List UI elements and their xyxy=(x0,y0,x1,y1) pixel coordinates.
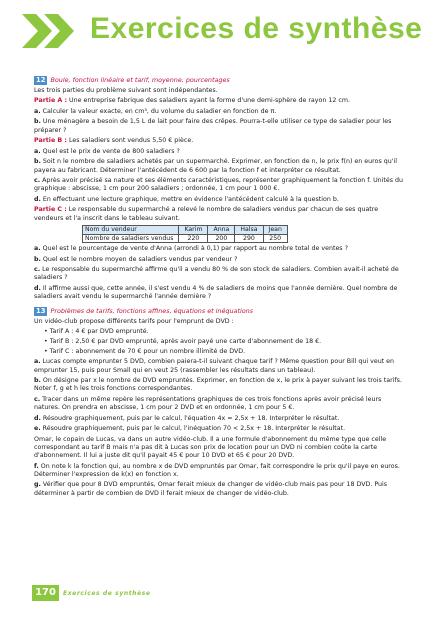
question-f xyxy=(34,463,406,480)
exercise-number: 13 xyxy=(36,306,46,315)
question-text: Résoudre graphiquement, puis par le calcul, l'inéquation 70 < 2,5x + 18. Interpréter le résultat. xyxy=(40,425,346,433)
exercise-intro: Un vidéo-club propose différents tarifs pour l'emprunt de DVD : xyxy=(34,317,234,325)
question-label: b. xyxy=(34,158,41,166)
question-label: d. xyxy=(34,414,41,422)
exercise-12-header xyxy=(34,76,406,85)
question-text: Il affirme aussi que, cette année, il s'est vendu 4 % de saladiers de moins que l'année dernière. Quel nombre de saladiers avait vendu le supermarché l'année dernière ? xyxy=(34,284,398,301)
part-label: Partie C : xyxy=(34,206,67,214)
part-c xyxy=(34,206,406,223)
exercise-title: Boule, fonction linéaire et tarif, moyenne, pourcentages xyxy=(50,76,230,85)
question-label: b. xyxy=(34,255,41,263)
page-title: Exercices de synthèse xyxy=(90,12,423,45)
table-cell: Jean xyxy=(263,226,287,235)
part-b xyxy=(34,137,406,145)
question-label: b. xyxy=(34,118,41,126)
omar-paragraph: Omar, le copain de Lucas, va dans un autre vidéo-club. Il a une formule d'abonnement du même type que celle correspondant au tarif B mais n'a pas dit à Lucas son prix de location pour un DVD ni combien coûte la carte d'abonnement. Il lui a juste dit qu'il payait 45 € pour 10 DVD et 65 € pour 20 DVD. xyxy=(34,435,387,460)
question-label: a. xyxy=(34,147,41,155)
table-row xyxy=(83,234,288,243)
question-d xyxy=(34,285,406,302)
table-cell: 220 xyxy=(179,234,208,243)
list-item: • Tarif B : 2,50 € par DVD emprunté, après avoir payé une carte d'abonnement de 18 €. xyxy=(44,338,406,346)
question-d xyxy=(34,415,406,423)
exercise-number: 12 xyxy=(36,76,46,84)
table-cell: 200 xyxy=(208,234,235,243)
question-text: Vérifier que pour 8 DVD empruntés, Omar ferait mieux de changer de vidéo-club mais pas pour 18 DVD. Puis déterminer à partir de combien de DVD il ferait mieux de changer de vidéo-club. xyxy=(34,481,388,497)
page-footer xyxy=(32,583,412,603)
question-text: Résoudre graphiquement, puis par le calcul, l'équation 4x = 2,5x + 18. Interpréter le résultat. xyxy=(40,414,340,422)
question-a xyxy=(34,245,406,253)
question-c xyxy=(34,266,406,283)
table-cell: 290 xyxy=(235,234,263,243)
question-a xyxy=(34,148,406,156)
list-item: • Tarif A : 4 € par DVD emprunté. xyxy=(44,328,406,336)
question-label: c. xyxy=(34,266,41,274)
table-cell: Anna xyxy=(208,226,235,235)
page-content xyxy=(34,76,406,500)
part-label: Partie B : xyxy=(34,137,67,145)
question-text: On note k la fonction qui, au nombre x de DVD empruntés par Omar, fait correspondre le prix qu'il paye en euros. Déterminer l'expression de k(x) en fonction x. xyxy=(34,462,400,478)
table-cell: Halsa xyxy=(235,226,263,235)
question-text: Quel est le pourcentage de vente d'Anna (arrondi à 0,1) par rapport au nombre total de ventes ? xyxy=(40,245,348,253)
exercise-13-header xyxy=(34,307,406,316)
exercise-intro: Les trois parties du problème suivant sont indépendantes. xyxy=(34,87,218,94)
question-label: e. xyxy=(34,425,41,433)
part-text: Le responsable du supermarché a relevé le nombre de saladiers vendus par chacun de ses quatre vendeurs et l'a inscrit dans le tableau suivant. xyxy=(34,206,379,222)
question-text: Quel est le nombre moyen de saladiers vendus par vendeur ? xyxy=(40,255,238,263)
part-a xyxy=(34,97,406,105)
question-text: Une ménagère a besoin de 1,5 L de lait pour faire des crêpes. Pourra-t-elle utiliser ce type de saladier pour les préparer ? xyxy=(34,118,392,134)
question-text: Après avoir précisé sa nature et ses éléments caractéristiques, représenter graphiquement la fonction f. Unités du graphique : abscisse, 1 cm pour 200 saladiers ; ordonnée, 1 cm pour 1 000 €. xyxy=(34,176,404,193)
question-label: b. xyxy=(34,377,41,385)
question-text: Soit n le nombre de saladiers achetés par un supermarché. Exprimer, en fonction de n, le prix f(n) en euros qu'il payera au fabricant. Déterminer l'antécédent de 6 600 par la fonction f et interpréter ce résultat. xyxy=(34,158,397,174)
question-b xyxy=(34,377,406,394)
question-d xyxy=(34,196,406,204)
part-text: Une entreprise fabrique des saladiers ayant la forme d'une demi-sphère de rayon 12 cm. xyxy=(67,97,350,105)
question-label: d. xyxy=(34,195,41,203)
question-a xyxy=(34,108,406,116)
table-header-row xyxy=(83,226,288,235)
question-label: a. xyxy=(34,358,41,366)
question-text: On désigne par x le nombre de DVD empruntés. Exprimer, en fonction de x, le prix à payer suivant les trois tarifs. Noter f, g et h les trois fonctions correspondantes. xyxy=(34,377,402,393)
question-text: Le responsable du supermarché affirme qu'il a vendu 80 % de son stock de saladiers. Combien avait-il acheté de saladiers ? xyxy=(34,266,399,282)
question-label: a. xyxy=(34,107,41,115)
table-cell: Karim xyxy=(179,226,208,235)
question-label: g. xyxy=(34,481,41,489)
part-text: Les saladiers sont vendus 5,50 € pièce. xyxy=(66,137,194,145)
table-cell: 250 xyxy=(263,234,287,243)
chevron-arrows-icon xyxy=(22,14,82,48)
question-g xyxy=(34,481,406,498)
question-b xyxy=(34,158,406,175)
question-b xyxy=(34,118,406,135)
question-text: Calculer la valeur exacte, en cm³, du volume du saladier en fonction de π. xyxy=(40,107,277,115)
question-a xyxy=(34,358,406,375)
question-text: Tracer dans un même repère les représentations graphiques de ces trois fonctions après avoir précisé leurs natures. On prendra en abscisse, 1 cm pour 2 DVD et en ordonnée, 1 cm pour 5 €. xyxy=(34,395,382,412)
tarif-list xyxy=(44,328,406,356)
page-number: 170 xyxy=(32,585,59,601)
footer-title: Exercices de synthèse xyxy=(63,590,151,597)
question-label: a. xyxy=(34,245,41,253)
page-header xyxy=(22,10,422,52)
question-b xyxy=(34,256,406,264)
table-cell: Nom du vendeur xyxy=(83,226,179,235)
question-label: c. xyxy=(34,395,41,403)
table-cell: Nombre de saladiers vendus xyxy=(83,234,179,243)
list-item: • Tarif C : abonnement de 70 € pour un nombre illimité de DVD. xyxy=(44,348,406,356)
question-label: c. xyxy=(34,176,41,184)
part-label: Partie A : xyxy=(34,97,68,105)
question-text: Quel est le prix de vente de 800 saladiers ? xyxy=(40,147,180,155)
question-text: Lucas compte emprunter 5 DVD, combien paiera-t-il suivant chaque tarif ? Même question pour Bill qui veut en emprunter 15, puis pour Small qui en veut 25 (rassembler les résultats dans un tableau). xyxy=(34,358,395,374)
question-text: En effectuant une lecture graphique, mettre en évidence l'antécédent calculé à la question b. xyxy=(40,195,339,203)
question-label: d. xyxy=(34,284,41,292)
question-label: f. xyxy=(34,462,39,470)
question-c xyxy=(34,396,406,413)
exercise-title: Problèmes de tarifs, fonctions affines, équations et inéquations xyxy=(50,307,254,316)
question-e xyxy=(34,425,406,433)
question-c xyxy=(34,177,406,194)
sales-table xyxy=(82,225,288,243)
